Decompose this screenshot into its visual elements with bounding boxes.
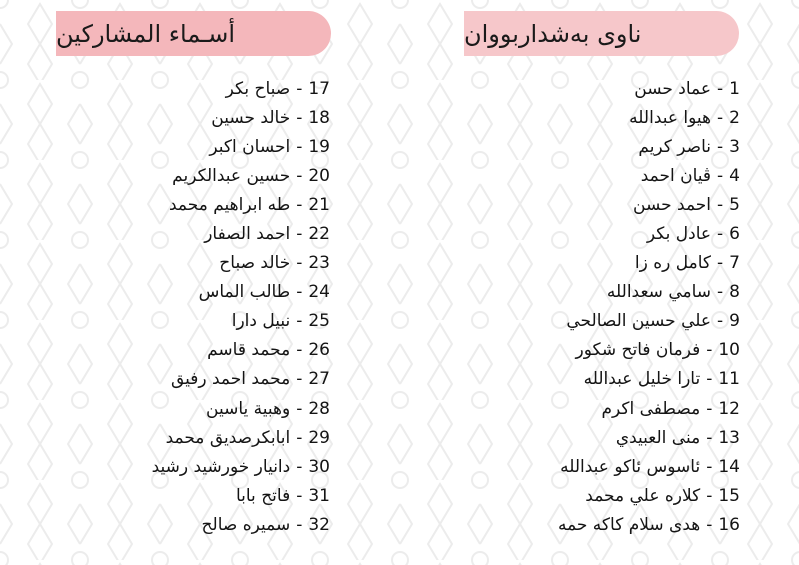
participant-name: منى العبيدي — [615, 427, 701, 448]
participant-row — [10, 74, 330, 103]
participant-name: سامي سعدالله — [606, 282, 712, 303]
participant-number: 25 — [308, 311, 330, 332]
participant-row — [10, 190, 330, 219]
participant-separator: - — [296, 194, 303, 215]
participant-separator: - — [296, 340, 303, 361]
participant-number: 26 — [308, 340, 330, 361]
participant-separator: - — [706, 398, 713, 419]
participant-row — [10, 103, 330, 132]
participant-name: عادل بكر — [646, 224, 712, 245]
participant-number: 32 — [308, 514, 330, 535]
participant-name: تارا خليل عبدالله — [583, 369, 701, 390]
participant-name: طالب الماس — [198, 282, 291, 303]
participant-separator: - — [706, 456, 713, 477]
participant-name: طه ابراهيم محمد — [168, 194, 291, 215]
participant-number: 2 — [729, 107, 740, 128]
participant-separator: - — [296, 456, 303, 477]
participant-separator: - — [717, 107, 724, 128]
participant-row — [420, 510, 740, 539]
participant-name: حسين عبدالكريم — [172, 165, 291, 186]
participant-separator: - — [296, 78, 303, 99]
participant-number: 24 — [308, 282, 330, 303]
participants-header-kurdish-text: ناوی بەشداربووان — [464, 19, 642, 48]
participant-row — [420, 103, 740, 132]
participant-name: فرمان فاتح شكور — [575, 340, 701, 361]
participant-row — [420, 190, 740, 219]
participant-name: علي حسين الصالحي — [566, 311, 712, 332]
participant-number: 31 — [308, 485, 330, 506]
participant-number: 28 — [308, 398, 330, 419]
participant-name: خالد حسين — [211, 107, 291, 128]
participant-number: 12 — [718, 398, 740, 419]
participant-name: سميره صالح — [201, 514, 291, 535]
participant-row — [10, 336, 330, 365]
participants-header-arabic-text: أسـماء المشاركين — [56, 19, 236, 48]
participant-row — [10, 278, 330, 307]
participant-separator: - — [296, 107, 303, 128]
participant-number: 14 — [718, 456, 740, 477]
participants-header-arabic — [56, 11, 331, 56]
participant-row — [10, 161, 330, 190]
participant-number: 15 — [718, 485, 740, 506]
participant-separator: - — [717, 78, 724, 99]
participant-number: 21 — [308, 194, 330, 215]
participant-separator: - — [706, 369, 713, 390]
participant-separator: - — [296, 398, 303, 419]
participant-row — [10, 132, 330, 161]
participant-row — [420, 249, 740, 278]
participant-number: 30 — [308, 456, 330, 477]
participant-number: 11 — [718, 369, 740, 390]
participant-number: 19 — [308, 136, 330, 157]
participant-number: 4 — [729, 165, 740, 186]
participant-separator: - — [717, 136, 724, 157]
participant-number: 23 — [308, 253, 330, 274]
participant-separator: - — [296, 427, 303, 448]
participant-row — [420, 452, 740, 481]
participant-number: 8 — [729, 282, 740, 303]
participant-separator: - — [296, 311, 303, 332]
participant-name: ابابكرصديق محمد — [165, 427, 291, 448]
participant-row — [420, 219, 740, 248]
participant-row — [10, 249, 330, 278]
participant-row — [420, 74, 740, 103]
participant-row — [10, 365, 330, 394]
participant-name: صباح بكر — [225, 78, 291, 99]
participant-name: مصطفى اكرم — [601, 398, 701, 419]
participant-row — [420, 365, 740, 394]
participant-name: ئاسوس ئاكو عبدالله — [560, 456, 701, 477]
participant-row — [10, 481, 330, 510]
participant-name: خالد صباح — [219, 253, 291, 274]
participant-name: هيوا عبدالله — [629, 107, 712, 128]
participant-name: محمد احمد رفيق — [170, 369, 291, 390]
participant-separator: - — [296, 224, 303, 245]
participant-separator: - — [296, 253, 303, 274]
participant-separator: - — [706, 514, 713, 535]
participant-number: 17 — [308, 78, 330, 99]
participant-name: كلاره علي محمد — [585, 485, 701, 506]
participant-name: ناصر كريم — [638, 136, 712, 157]
participant-number: 10 — [718, 340, 740, 361]
participant-name: احسان اكبر — [209, 136, 291, 157]
participant-separator: - — [717, 253, 724, 274]
participant-number: 1 — [729, 78, 740, 99]
participant-row — [420, 307, 740, 336]
participants-list-left — [10, 74, 330, 540]
participant-row — [420, 336, 740, 365]
participant-separator: - — [706, 427, 713, 448]
participant-row — [420, 423, 740, 452]
participant-separator: - — [296, 369, 303, 390]
participant-separator: - — [296, 136, 303, 157]
participant-row — [10, 394, 330, 423]
participant-row — [420, 394, 740, 423]
participant-separator: - — [717, 165, 724, 186]
participant-separator: - — [296, 282, 303, 303]
participant-number: 7 — [729, 253, 740, 274]
participant-row — [420, 278, 740, 307]
participant-row — [420, 481, 740, 510]
participant-number: 27 — [308, 369, 330, 390]
participant-separator: - — [296, 514, 303, 535]
participant-number: 3 — [729, 136, 740, 157]
participant-number: 9 — [729, 311, 740, 332]
participant-number: 22 — [308, 224, 330, 245]
participant-row — [420, 132, 740, 161]
participant-separator: - — [296, 165, 303, 186]
participant-row — [420, 161, 740, 190]
participant-name: كامل ره زا — [634, 253, 712, 274]
participant-number: 16 — [718, 514, 740, 535]
participant-number: 5 — [729, 194, 740, 215]
participant-separator: - — [296, 485, 303, 506]
participant-name: احمد الصفار — [204, 224, 291, 245]
participant-number: 13 — [718, 427, 740, 448]
participant-number: 18 — [308, 107, 330, 128]
participants-list-right — [420, 74, 740, 540]
participant-row — [10, 452, 330, 481]
participant-separator: - — [717, 224, 724, 245]
participant-name: ڤيان احمد — [640, 165, 712, 186]
participant-name: عماد حسن — [634, 78, 712, 99]
participant-name: محمد قاسم — [207, 340, 291, 361]
participant-number: 29 — [308, 427, 330, 448]
participant-name: وهبية ياسين — [206, 398, 291, 419]
participant-name: احمد حسن — [633, 194, 712, 215]
participant-name: دانيار خورشيد رشيد — [151, 456, 291, 477]
participant-separator: - — [717, 311, 724, 332]
participant-separator: - — [717, 194, 724, 215]
participant-separator: - — [717, 282, 724, 303]
participant-name: فاتح بابا — [235, 485, 291, 506]
participant-row — [10, 219, 330, 248]
participant-separator: - — [706, 340, 713, 361]
participants-header-kurdish — [464, 11, 739, 56]
participant-number: 20 — [308, 165, 330, 186]
participant-separator: - — [706, 485, 713, 506]
participant-name: هدى سلام كاكه حمه — [557, 514, 701, 535]
participant-name: نبيل دارا — [231, 311, 291, 332]
participant-row — [10, 307, 330, 336]
participant-row — [10, 423, 330, 452]
participant-number: 6 — [729, 224, 740, 245]
participant-row — [10, 510, 330, 539]
